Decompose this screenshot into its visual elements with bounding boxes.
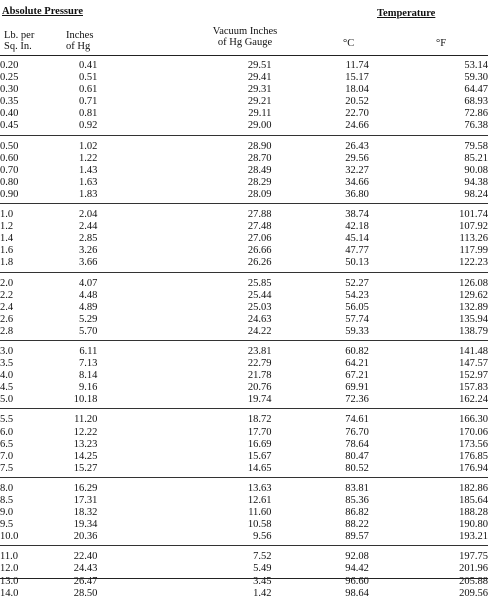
inches-hg-cell: 2.44 (79, 221, 98, 233)
vacuum-cell: 26.26 (247, 257, 272, 269)
fahrenheit-cell: 197.75 (369, 546, 488, 564)
vacuum-cell: 19.74 (247, 394, 272, 406)
celsius-cell: 57.74 (345, 313, 369, 325)
fahrenheit-cell: 132.89 (459, 301, 488, 313)
table-row (0, 451, 488, 463)
fahrenheit-cell: 209.56 (459, 587, 488, 599)
inches-hg-cell: 1.22 (79, 152, 98, 164)
vacuum-cell: 28.09 (247, 188, 272, 200)
celsius-header: °C (343, 38, 355, 49)
fahrenheit-cell: 122.23 (459, 257, 488, 269)
table-row (0, 531, 488, 546)
inches-of-hg-header (66, 30, 93, 52)
celsius-cell: 15.17 (345, 72, 369, 84)
vacuum-cell: 29.51 (247, 60, 272, 71)
lb-per-sq-in-cell: 7.0 (0, 450, 14, 462)
table-row (0, 221, 488, 233)
fahrenheit-cell: 113.26 (459, 233, 488, 245)
celsius-cell: 74.61 (271, 409, 368, 427)
lb-per-sq-in-cell: 1.2 (0, 221, 14, 233)
inches-hg-cell: 9.16 (79, 382, 98, 394)
inches-hg-cell: 2.04 (48, 204, 98, 222)
lb-per-sq-in-cell: 1.4 (0, 233, 14, 245)
lb-per-sq-in-cell: 7.5 (0, 462, 14, 474)
inches-hg-cell: 3.66 (79, 257, 98, 269)
celsius-cell: 18.04 (345, 84, 369, 96)
table-row (0, 165, 488, 177)
celsius-cell: 80.47 (345, 450, 369, 462)
lb-per-sq-in-cell: 2.8 (0, 325, 14, 337)
celsius-cell: 38.74 (271, 204, 368, 222)
vacuum-cell: 27.88 (97, 204, 271, 222)
inches-hg-cell: 3.26 (79, 245, 98, 257)
vacuum-cell: 7.52 (97, 546, 271, 564)
table-row (0, 120, 488, 135)
inches-hg-cell: 18.32 (73, 507, 98, 519)
table-row (0, 394, 488, 409)
celsius-cell: 47.77 (345, 245, 369, 257)
inches-hg-cell: 19.34 (73, 519, 98, 531)
celsius-cell: 92.08 (271, 546, 368, 564)
lb-per-sq-in-cell: 6.5 (0, 438, 14, 450)
fahrenheit-cell: 201.96 (459, 563, 488, 575)
inches-hg-cell: 20.36 (73, 531, 98, 543)
lb-per-sq-in-cell: 8.5 (0, 495, 14, 506)
inches-hg-cell: 5.70 (79, 325, 98, 337)
lb-per-sq-in-cell: 8.0 (0, 477, 48, 495)
inches-hg-cell: 4.07 (48, 272, 98, 290)
vacuum-cell: 29.41 (247, 72, 272, 84)
lb-per-sq-in-cell: 2.0 (0, 272, 48, 290)
inches-hg-cell: 24.43 (73, 563, 98, 575)
fahrenheit-cell: 117.99 (459, 245, 488, 257)
lb-per-sq-in-cell: 1.0 (0, 204, 48, 222)
table-row (0, 245, 488, 257)
lb-per-sq-in-cell: 11.0 (0, 546, 48, 564)
celsius-cell: 45.14 (345, 233, 369, 245)
inches-hg-cell: 6.11 (48, 340, 98, 358)
inches-hg-cell: 16.29 (48, 477, 98, 495)
vacuum-cell: 16.69 (247, 438, 272, 450)
inches-hg-cell: 0.71 (79, 96, 98, 108)
celsius-cell: 76.70 (345, 426, 369, 438)
inches-hg-cell: 0.61 (79, 84, 98, 96)
fahrenheit-cell: 98.24 (464, 188, 488, 200)
fahrenheit-cell: 173.56 (459, 438, 488, 450)
inches-hg-cell: 0.51 (79, 72, 98, 84)
fahrenheit-cell: 147.57 (459, 358, 488, 370)
table-row (0, 507, 488, 519)
celsius-cell: 54.23 (345, 289, 369, 301)
celsius-cell: 67.21 (345, 370, 369, 382)
inches-hg-cell: 11.20 (48, 409, 98, 427)
vacuum-line1: Vacuum Inches (212, 26, 278, 37)
celsius-cell: 98.64 (345, 587, 369, 599)
fahrenheit-cell: 170.06 (459, 426, 488, 438)
table-row (0, 177, 488, 189)
table-row (0, 96, 488, 108)
fahrenheit-cell: 94.38 (464, 176, 488, 188)
celsius-cell: 32.27 (345, 164, 369, 176)
header-rule (0, 55, 488, 56)
lb-per-sq-in-cell: 5.5 (0, 409, 48, 427)
celsius-cell: 42.18 (345, 221, 369, 233)
fahrenheit-cell: 90.08 (464, 164, 488, 176)
vacuum-cell: 28.49 (247, 164, 272, 176)
lb-per-sq-in-cell: 9.5 (0, 519, 14, 531)
lb-per-sq-in-cell: 2.6 (0, 313, 14, 325)
fahrenheit-cell: 205.88 (459, 575, 488, 587)
lb-per-sq-in-cell: 12.0 (0, 563, 19, 575)
lb-per-sq-in-cell: 4.5 (0, 382, 14, 394)
inches-of-hg-line2: of Hg (66, 41, 91, 52)
vacuum-cell: 15.67 (247, 450, 272, 462)
lb-per-sq-in-cell: 2.4 (0, 301, 14, 313)
inches-hg-cell: 12.22 (73, 426, 98, 438)
lb-per-sq-in-cell: 10.0 (0, 531, 19, 543)
lb-per-sq-in-cell: 3.0 (0, 340, 48, 358)
inches-hg-cell: 4.89 (79, 301, 98, 313)
vacuum-cell: 14.65 (247, 462, 272, 474)
inches-hg-cell: 14.25 (73, 450, 98, 462)
lb-per-sq-in-cell: 0.25 (0, 72, 19, 84)
celsius-cell: 72.36 (345, 394, 369, 406)
inches-hg-cell: 7.13 (79, 358, 98, 370)
celsius-cell: 59.33 (345, 325, 369, 337)
table-row (0, 72, 488, 84)
fahrenheit-cell: 190.80 (459, 519, 488, 531)
table-row (0, 563, 488, 575)
table-row (0, 382, 488, 394)
inches-hg-cell: 1.43 (79, 164, 98, 176)
celsius-cell: 22.70 (345, 108, 369, 120)
inches-hg-cell: 28.50 (73, 587, 98, 599)
lb-per-sq-in-cell: 5.0 (0, 394, 14, 406)
lb-per-sq-in-cell: 0.50 (0, 135, 48, 153)
inches-hg-cell: 2.85 (79, 233, 98, 245)
table-row (0, 135, 488, 153)
table-row (0, 588, 488, 602)
vacuum-cell: 29.11 (248, 108, 272, 120)
lb-per-sq-in-cell: 0.20 (0, 60, 19, 71)
fahrenheit-cell: 64.47 (464, 84, 488, 96)
vacuum-cell: 5.49 (253, 563, 272, 575)
celsius-cell: 78.64 (345, 438, 369, 450)
vacuum-cell: 17.70 (247, 426, 272, 438)
vacuum-cell: 22.79 (247, 358, 272, 370)
vacuum-cell: 24.63 (247, 313, 272, 325)
lb-per-sq-in-cell: 13.0 (0, 575, 19, 587)
inches-hg-cell: 13.23 (73, 438, 98, 450)
inches-hg-cell: 0.92 (79, 120, 98, 132)
vacuum-cell: 9.56 (253, 531, 272, 543)
celsius-cell: 86.82 (345, 507, 369, 519)
lb-per-sq-in-header (4, 30, 34, 52)
lb-per-sq-in-cell: 0.45 (0, 120, 19, 132)
inches-hg-cell: 5.29 (79, 313, 98, 325)
inches-hg-cell: 26.47 (73, 575, 98, 587)
vacuum-cell: 28.90 (97, 135, 271, 153)
vacuum-cell: 25.03 (247, 301, 272, 313)
fahrenheit-cell: 193.21 (459, 531, 488, 543)
vacuum-cell: 25.44 (247, 289, 272, 301)
lb-per-sq-in-cell: 0.70 (0, 164, 19, 176)
vacuum-cell: 27.48 (247, 221, 272, 233)
vacuum-cell: 26.66 (247, 245, 272, 257)
lb-per-sq-in-cell: 0.80 (0, 176, 19, 188)
fahrenheit-cell: 72.86 (464, 108, 488, 120)
vacuum-cell: 29.21 (247, 96, 272, 108)
fahrenheit-cell: 141.48 (369, 340, 488, 358)
inches-hg-cell: 4.48 (79, 289, 98, 301)
vacuum-cell: 21.78 (247, 370, 272, 382)
table-row (0, 233, 488, 245)
inches-hg-cell: 1.63 (79, 176, 98, 188)
table-body (0, 57, 488, 602)
inches-hg-cell: 22.40 (48, 546, 98, 564)
vacuum-cell: 10.58 (247, 519, 272, 531)
table-row (0, 463, 488, 478)
lb-per-sq-in-cell: 0.30 (0, 84, 19, 96)
lb-per-sq-in-cell: 0.90 (0, 188, 19, 200)
celsius-cell: 88.22 (345, 519, 369, 531)
fahrenheit-cell: 126.08 (369, 272, 488, 290)
vacuum-cell: 25.85 (97, 272, 271, 290)
inches-of-hg-line1: Inches (66, 30, 94, 41)
celsius-cell: 60.82 (271, 340, 368, 358)
lb-per-sq-in-cell: 2.2 (0, 289, 14, 301)
vacuum-cell: 28.29 (247, 176, 272, 188)
table-row (0, 204, 488, 222)
lb-per-sq-in-cell: 6.0 (0, 426, 14, 438)
absolute-pressure-header: Absolute Pressure (2, 6, 83, 17)
vacuum-cell: 12.61 (247, 495, 272, 506)
inches-hg-cell: 1.02 (48, 135, 98, 153)
fahrenheit-cell: 129.62 (459, 289, 488, 301)
vacuum-cell: 23.81 (97, 340, 271, 358)
table-row (0, 477, 488, 495)
vacuum-line2: of Hg Gauge (217, 37, 273, 48)
fahrenheit-cell: 53.14 (464, 60, 488, 71)
table-row (0, 409, 488, 427)
vacuum-cell: 11.60 (248, 507, 272, 519)
inches-hg-cell: 1.83 (79, 188, 98, 200)
fahrenheit-cell: 85.21 (464, 152, 488, 164)
lb-per-sq-in-cell: 0.60 (0, 152, 19, 164)
celsius-cell: 89.57 (345, 531, 369, 543)
celsius-cell: 20.52 (345, 96, 369, 108)
vacuum-cell: 20.76 (247, 382, 272, 394)
fahrenheit-cell: 185.64 (459, 495, 488, 506)
inches-hg-cell: 10.18 (73, 394, 98, 406)
table-row (0, 290, 488, 302)
fahrenheit-cell: 135.94 (459, 313, 488, 325)
inches-hg-cell: 15.27 (73, 462, 98, 474)
fahrenheit-cell: 188.28 (459, 507, 488, 519)
table-row (0, 84, 488, 96)
lb-per-sq-in-cell: 4.0 (0, 370, 14, 382)
celsius-cell: 94.42 (345, 563, 369, 575)
celsius-cell: 24.66 (345, 120, 369, 132)
vacuum-cell: 29.31 (247, 84, 272, 96)
lb-per-sq-in-cell: 1.8 (0, 257, 14, 269)
table-row (0, 57, 488, 72)
lb-per-sq-in-cell: 1.6 (0, 245, 14, 257)
table-row (0, 108, 488, 120)
lb-per-sq-in-cell: 0.40 (0, 108, 19, 120)
celsius-cell: 83.81 (271, 477, 368, 495)
table-row (0, 340, 488, 358)
vacuum-header (195, 26, 295, 48)
fahrenheit-cell: 68.93 (464, 96, 488, 108)
celsius-cell: 80.52 (345, 462, 369, 474)
celsius-cell: 69.91 (345, 382, 369, 394)
celsius-cell: 64.21 (345, 358, 369, 370)
celsius-cell: 11.74 (345, 60, 369, 71)
vacuum-cell: 29.00 (247, 120, 272, 132)
lb-per-sq-in-cell: 0.35 (0, 96, 19, 108)
celsius-cell: 34.66 (345, 176, 369, 188)
celsius-cell: 36.80 (345, 188, 369, 200)
inches-hg-cell: 17.31 (73, 495, 98, 506)
fahrenheit-cell: 182.86 (369, 477, 488, 495)
table-row (0, 189, 488, 204)
fahrenheit-cell: 101.74 (369, 204, 488, 222)
fahrenheit-cell: 176.85 (459, 450, 488, 462)
inches-hg-cell: 0.41 (79, 60, 98, 71)
celsius-cell: 85.36 (345, 495, 369, 506)
celsius-cell: 29.56 (345, 152, 369, 164)
fahrenheit-cell: 76.38 (464, 120, 488, 132)
lb-per-sq-in-cell: 3.5 (0, 358, 14, 370)
celsius-cell: 26.43 (271, 135, 368, 153)
pressure-temperature-table (0, 57, 488, 602)
vacuum-cell: 1.42 (253, 587, 272, 599)
inches-hg-cell: 8.14 (79, 370, 98, 382)
fahrenheit-cell: 162.24 (459, 394, 488, 406)
vacuum-cell: 13.63 (97, 477, 271, 495)
fahrenheit-cell: 152.97 (459, 370, 488, 382)
vacuum-cell: 3.45 (253, 575, 272, 587)
table-row (0, 495, 488, 507)
vacuum-cell: 18.72 (97, 409, 271, 427)
table-row (0, 302, 488, 314)
fahrenheit-header: °F (436, 38, 447, 49)
lb-per-sq-in-cell: 9.0 (0, 507, 14, 519)
fahrenheit-cell: 138.79 (459, 325, 488, 337)
lb-per-sq-in-cell: 14.0 (0, 587, 19, 599)
table-row (0, 358, 488, 370)
fahrenheit-cell: 166.30 (369, 409, 488, 427)
temperature-header: Temperature (377, 8, 436, 19)
inches-hg-cell: 0.81 (79, 108, 98, 120)
table-row (0, 153, 488, 165)
fahrenheit-cell: 59.30 (464, 72, 488, 84)
celsius-cell: 96.60 (345, 575, 369, 587)
fahrenheit-cell: 107.92 (459, 221, 488, 233)
table-row (0, 272, 488, 290)
lb-per-sq-in-line1: Lb. per (4, 30, 35, 41)
table-row (0, 370, 488, 382)
fahrenheit-cell: 157.83 (459, 382, 488, 394)
table-row (0, 427, 488, 439)
vacuum-cell: 28.70 (247, 152, 272, 164)
table-row (0, 546, 488, 564)
celsius-cell: 56.05 (345, 301, 369, 313)
table-row (0, 257, 488, 272)
celsius-cell: 52.27 (271, 272, 368, 290)
celsius-cell: 50.13 (345, 257, 369, 269)
fahrenheit-cell: 79.58 (369, 135, 488, 153)
table-row (0, 519, 488, 531)
vacuum-cell: 27.06 (247, 233, 272, 245)
vacuum-cell: 24.22 (247, 325, 272, 337)
table-row (0, 314, 488, 326)
table-row (0, 326, 488, 341)
table-row (0, 439, 488, 451)
bottom-rule (0, 578, 488, 579)
lb-per-sq-in-line2: Sq. In. (4, 41, 32, 52)
fahrenheit-cell: 176.94 (459, 462, 488, 474)
